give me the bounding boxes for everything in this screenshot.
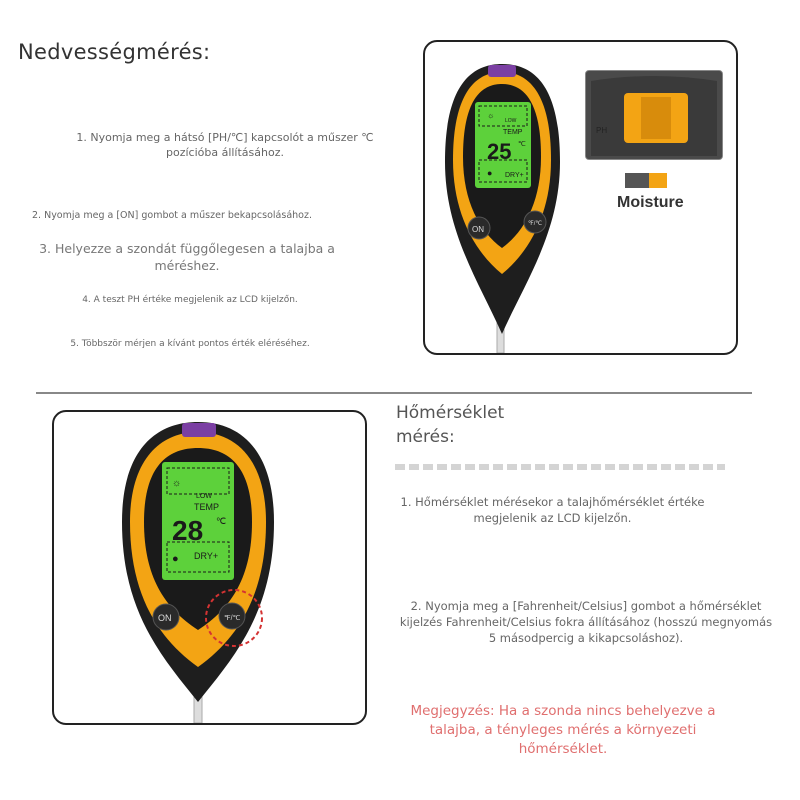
svg-text:℉/℃: ℉/℃ bbox=[224, 615, 241, 622]
temperature-step-1: 1. Hőmérséklet mérésekor a talajhőmérséklet értéke megjelenik az LCD kijelzőn. bbox=[400, 495, 705, 525]
moisture-step-2: 2. Nyomja meg a [ON] gombot a műszer bekapcsolásához. bbox=[32, 210, 312, 221]
temperature-meter-image bbox=[52, 410, 367, 725]
faded-text-artifact bbox=[395, 462, 725, 472]
section-divider bbox=[36, 392, 752, 394]
temperature-step-2: 2. Nyomja meg a [Fahrenheit/Celsius] gombot a hőmérséklet kijelzés Fahrenheit/Celsius fokra állításához (hosszú megnyomás 5 másodpercig a kikapcsoláshoz). bbox=[399, 599, 773, 645]
temperature-title: Hőmérséklet mérés: bbox=[396, 403, 505, 447]
svg-text:●: ● bbox=[487, 168, 493, 178]
lcd-unit: ℃ bbox=[518, 141, 526, 148]
lcd-value: 25 bbox=[487, 139, 512, 164]
moisture-step-5: 5. Többször mérjen a kívánt pontos érték eléréséhez. bbox=[70, 339, 310, 349]
soil-meter-illustration-temp bbox=[54, 412, 365, 723]
on-button-label: ON bbox=[472, 225, 484, 234]
moisture-switch-label: Moisture bbox=[617, 194, 684, 211]
moisture-step-4: 4. A teszt PH értéke megjelenik az LCD kijelzőn. bbox=[82, 295, 298, 305]
moisture-step-3: 3. Helyezze a szondát függőlegesen a talajba a méréshez. bbox=[39, 241, 335, 273]
on-button-label-temp: ON bbox=[158, 613, 172, 623]
svg-text:●: ● bbox=[172, 553, 179, 565]
svg-text:☼: ☼ bbox=[487, 111, 495, 120]
switch-position-icon bbox=[625, 173, 667, 188]
temperature-note: Megjegyzés: Ha a szonda nincs behelyezve a talajba, a tényleges mérés a környezeti hőmérséklet. bbox=[410, 703, 716, 757]
moisture-step-1: 1. Nyomja meg a hátsó [PH/℃] kapcsolót a műszer ℃ pozícióba állításához. bbox=[76, 131, 374, 159]
lcd-value-temp: 28 bbox=[172, 515, 204, 546]
lcd-low-label: LOW bbox=[505, 118, 517, 124]
back-switch-closeup bbox=[585, 70, 723, 160]
lcd-low-label-temp: LOW bbox=[196, 493, 212, 500]
switch-ph-label: PH bbox=[596, 126, 608, 135]
moisture-title: Nedvességmérés: bbox=[18, 40, 211, 64]
moisture-meter-image bbox=[423, 40, 738, 355]
lcd-dry-label: DRY+ bbox=[505, 172, 524, 179]
svg-text:℉/℃: ℉/℃ bbox=[528, 221, 543, 227]
svg-text:☼: ☼ bbox=[172, 478, 182, 489]
lcd-temp-label-temp: TEMP bbox=[194, 502, 220, 512]
lcd-unit-temp: ℃ bbox=[216, 516, 227, 526]
lcd-temp-label: TEMP bbox=[503, 129, 523, 136]
lcd-dry-label-temp: DRY+ bbox=[194, 551, 219, 561]
